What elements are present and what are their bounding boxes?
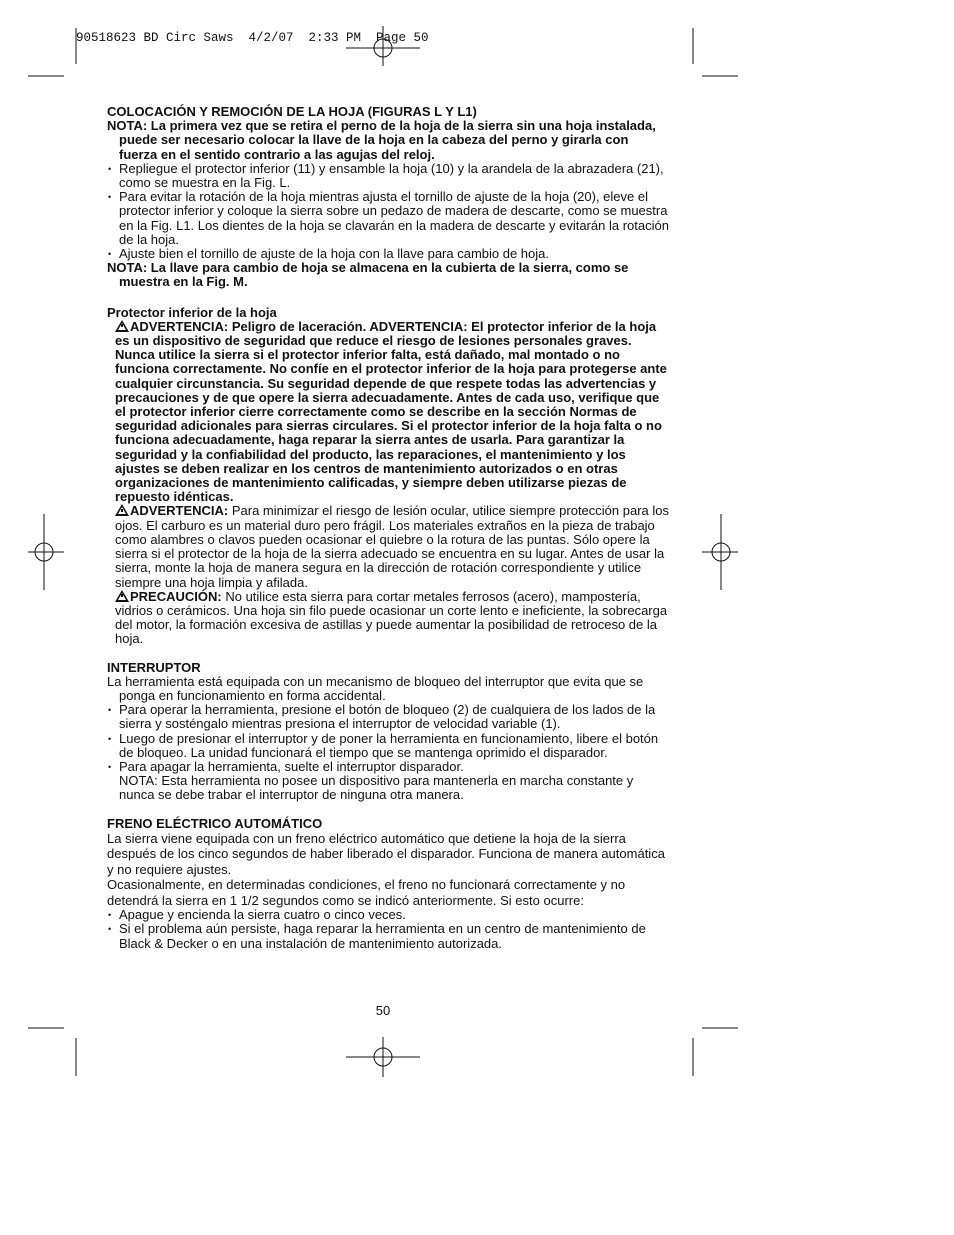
warning-triangle-icon <box>115 504 129 516</box>
bullet-icon: • <box>108 705 112 716</box>
list-item: • Para apagar la herramienta, suelte el interruptor disparador. <box>108 758 464 774</box>
bullet-icon: • <box>108 924 112 935</box>
list-item: • Para evitar la rotación de la hoja mientras ajusta el tornillo de ajuste de la hoja (20), eleve el protector inferior y coloque la sierra sobre un pedazo de madera de descarte, como se muestra en la Fig. L1. Los dientes de la hoja se clavarán en la madera de descarte y evitarán la rotación de la hoja. <box>108 189 669 247</box>
bullet-icon: • <box>108 249 112 260</box>
note-wrench-storage: NOTA: La llave para cambio de hoja se almacena en la cubierta de la sierra, como se muestra en la Fig. M. <box>107 260 629 290</box>
warning-triangle-icon <box>115 320 129 332</box>
section-heading-electric-brake: FRENO ELÉCTRICO AUTOMÁTICO <box>107 815 323 831</box>
switch-intro: La herramienta está equipada con un mecanismo de bloqueo del interruptor que evita que se ponga en funcionamiento en forma accidental. <box>107 673 644 703</box>
bullet-icon: • <box>108 163 112 174</box>
list-item: • Si el problema aún persiste, haga reparar la herramienta en un centro de mantenimiento de Black & Decker o en una instalación de mantenimiento autorizada. <box>108 921 646 951</box>
section-heading-blade-installation: COLOCACIÓN Y REMOCIÓN DE LA HOJA (FIGURAS L Y L1) <box>107 104 477 119</box>
bullet-icon: • <box>108 192 112 203</box>
brake-paragraph-1: La sierra viene equipada con un freno eléctrico automático que detiene la hoja de la sierra después de los cinco segundos de haber liberado el disparador. Funciona de manera automática y no requiere ajustes. <box>107 830 665 877</box>
print-slug-line: 90518623 BD Circ Saws 4/2/07 2:33 PM Page 50 <box>76 31 429 45</box>
warning-laceration: ADVERTENCIA: Peligro de laceración. ADVERTENCIA: El protector inferior de la hoja es un dispositivo de seguridad que reduce el riesgo de lesiones personales graves. Nunca utilice la sierra si el protector inferior falta, está dañado, mal montado o no funciona correctamente. No confíe en el protector inferior de la hoja para protegerse ante cualquier circunstancia. Su seguridad depende de que respete todas las advertencias y precauciones y de que opere la sierra adecuadamente. Antes de cada uso, verifique que el protector inferior cierre correctamente como se describe en la sección Normas de seguridad adicionales para sierras circulares. Si el protector inferior de la hoja falta o no funciona adecuadamente, haga reparar la sierra antes de usarla. Para garantizar la seguridad y la confiabilidad del producto, las reparaciones, el mantenimiento y los ajustes se deben realizar en los centros de mantenimiento autorizados o en otras organizaciones de mantenimiento calificadas, y siempre deben utilizarse piezas de repuesto idénticas. <box>115 318 667 505</box>
registration-target-right <box>702 514 738 590</box>
registration-target-bottom <box>346 1037 420 1077</box>
list-item: • Luego de presionar el interruptor y de poner la herramienta en funcionamiento, libere el botón de bloqueo. La unidad funcionará el tiempo que se mantenga oprimido el disparador. <box>108 730 659 760</box>
warning-triangle-icon <box>115 590 129 602</box>
page-number: 50 <box>375 1003 391 1018</box>
list-item: • Apague y encienda la sierra cuatro o cinco veces. <box>108 907 406 923</box>
section-heading-switch: INTERRUPTOR <box>107 659 201 675</box>
switch-note: NOTA: Esta herramienta no posee un dispositivo para mantenerla en marcha constante y nunca se debe trabar el interruptor de ninguna otra manera. <box>119 773 634 803</box>
caution-ferrous-metals: PRECAUCIÓN: No utilice esta sierra para cortar metales ferrosos (acero), mampostería, vidrios o cerámicos. Una hoja sin filo puede ocasionar un corte lento e ineficiente, la sobrecarga del motor, la formación excesiva de astillas y puede aumentar la posibilidad de retroceso de la hoja. <box>115 588 668 647</box>
list-item: • Repliegue el protector inferior (11) y ensamble la hoja (10) y la arandela de la abrazadera (21), como se muestra en la Fig. L. <box>108 160 664 191</box>
registration-target-left <box>28 514 64 590</box>
page-content <box>107 105 669 951</box>
list-item: • Para operar la herramienta, presione el botón de bloqueo (2) de cualquiera de los lados de la sierra y sosténgalo mientras presiona el interruptor de velocidad variable (1). <box>108 702 656 732</box>
brake-paragraph-2: Ocasionalmente, en determinadas condiciones, el freno no funcionará correctamente y no detendrá la sierra en 1 1/2 segundos como se indicó anteriormente. Si esto ocurre: <box>107 877 626 908</box>
note-blade-bolt: NOTA: La primera vez que se retira el perno de la hoja de la sierra sin una hoja instalada, puede ser necesario colocar la llave de la hoja en la cabeza del perno y girarla con fuerza en el sentido contrario a las agujas del reloj. <box>107 118 656 162</box>
bullet-icon: • <box>108 910 112 921</box>
bullet-icon: • <box>108 733 112 744</box>
bullet-icon: • <box>108 761 112 772</box>
warning-eye-protection: ADVERTENCIA: Para minimizar el riesgo de lesión ocular, utilice siempre protección para los ojos. El carburo es un material duro pero frágil. Los materiales extraños en la pieza de trabajo como alambres o clavos pueden ocasionar el quiebre o la rotura de las puntas. Sólo opere la sierra si el protector de la hoja de la sierra adecuado se encuentra en su lugar. Antes de usar la sierra, monte la hoja de manera segura en la dirección de rotación correspondiente y utilice siempre una hoja limpia y afilada. <box>115 503 669 590</box>
section-heading-lower-guard: Protector inferior de la hoja <box>107 304 277 320</box>
list-item: • Ajuste bien el tornillo de ajuste de la hoja con la llave para cambio de hoja. <box>108 246 549 262</box>
